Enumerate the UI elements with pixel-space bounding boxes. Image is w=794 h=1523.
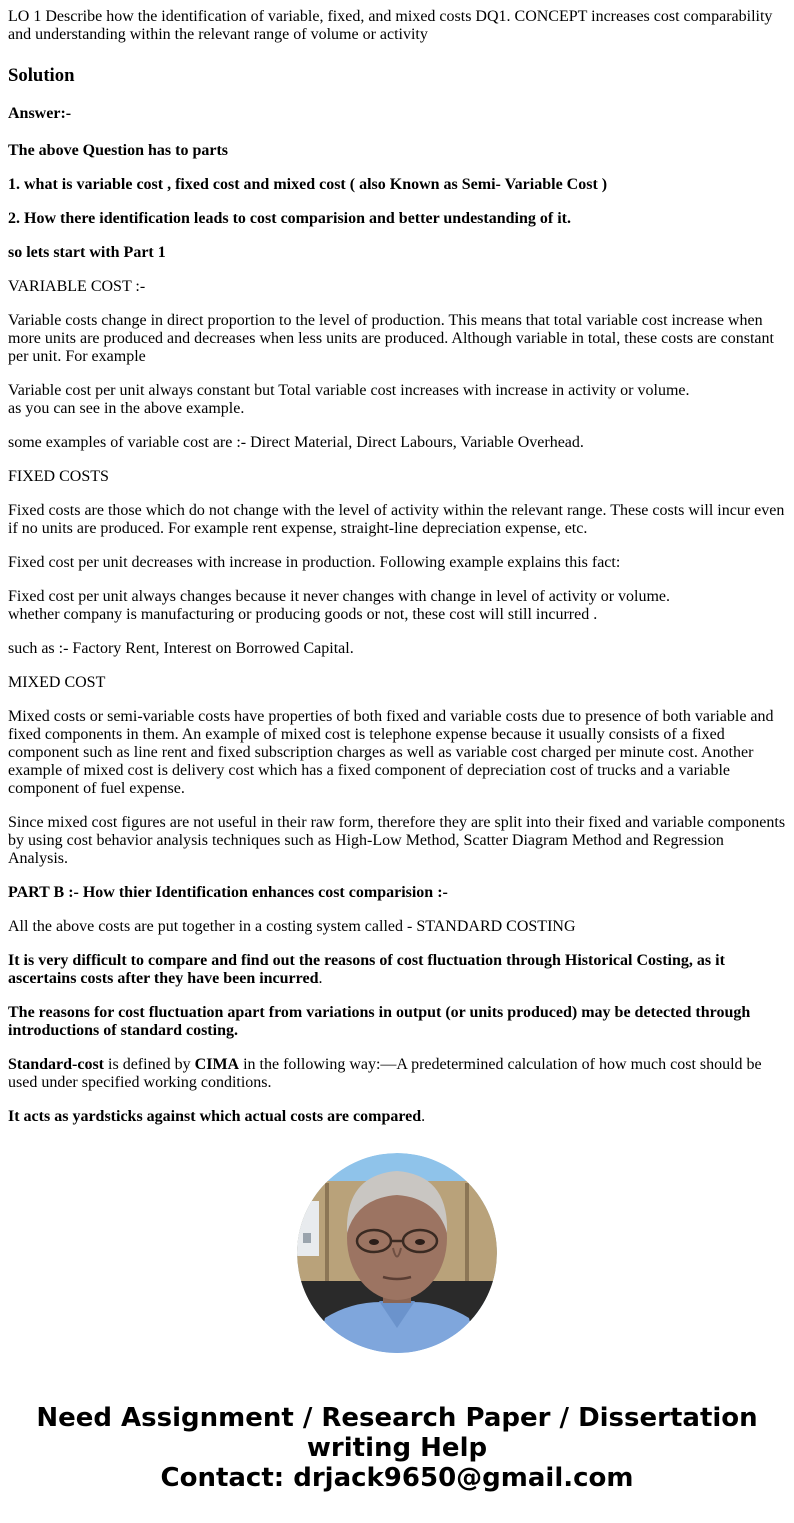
cost-fluctuation-text: The reasons for cost fluctuation apart from variations in output (or units produced) may be detected through introductions of standard costing. <box>8 1004 751 1039</box>
mixed-cost-heading: MIXED COST <box>8 674 106 691</box>
part-b-heading: PART B :- How thier Identification enhances cost comparision :- <box>8 884 448 901</box>
avatar <box>297 1153 497 1353</box>
variable-cost-examples: some examples of variable cost are :- Direct Material, Direct Labours, Variable Overhead. <box>8 434 584 451</box>
fixed-cost-note: Fixed cost per unit always changes because it never changes with change in level of activity or volume. whether company is manufacturing or producing goods or not, these cost will still incurred . <box>8 588 671 623</box>
fixed-cost-per-unit: Fixed cost per unit decreases with increase in production. Following example explains this fact: <box>8 554 621 571</box>
question-text: LO 1 Describe how the identification of variable, fixed, and mixed costs DQ1. CONCEPT increases cost comparability and understanding within the relevant range of volume or activity <box>8 8 773 43</box>
promo-banner <box>0 1403 794 1493</box>
promo-line-1: Need Assignment / Research Paper / Dissertation <box>36 1403 758 1433</box>
promo-contact: Contact: drjack9650@gmail.com <box>160 1463 634 1493</box>
parts-note: The above Question has to parts <box>8 142 229 159</box>
start-text: so lets start with Part 1 <box>8 244 166 261</box>
fixed-cost-examples: such as :- Factory Rent, Interest on Borrowed Capital. <box>8 640 354 657</box>
variable-cost-heading: VARIABLE COST :- <box>8 278 146 295</box>
part-1-text: 1. what is variable cost , fixed cost and mixed cost ( also Known as Semi- Variable Cost ) <box>8 176 608 193</box>
fixed-cost-definition: Fixed costs are those which do not change with the level of activity within the relevant range. These costs will incur even if no units are produced. For example rent expense, straight-line depreciation expense, etc. <box>8 502 785 537</box>
variable-cost-definition: Variable costs change in direct proportion to the level of production. This means that total variable cost increase when more units are produced and decreases when less units are produced. Although variable in total, these costs are constant per unit. For example <box>8 312 774 365</box>
standard-costing-text: All the above costs are put together in a costing system called - STANDARD COSTING <box>8 918 576 935</box>
standard-cost-definition: Standard-cost is defined by CIMA in the following way:—A predetermined calculation of how much cost should be used under specified working conditions. <box>8 1056 762 1091</box>
mixed-cost-definition: Mixed costs or semi-variable costs have properties of both fixed and variable costs due to presence of both variable and fixed components in them. An example of mixed cost is telephone expense because it usually consists of a fixed component such as line rent and fixed subscription charges as well as variable cost charged per minute cost. Another example of mixed cost is delivery cost which has a fixed component of depreciation cost of trucks and a variable component of fuel expense. <box>8 708 774 797</box>
yardstick-text: It acts as yardsticks against which actual costs are compared. <box>8 1108 426 1125</box>
answer-label: Answer:- <box>8 105 72 122</box>
promo-line-2: writing Help <box>306 1433 488 1463</box>
part-2-text: 2. How there identification leads to cost comparision and better undestanding of it. <box>8 210 571 227</box>
historical-costing-text: It is very difficult to compare and find out the reasons of cost fluctuation through Historical Costing, as it ascertains costs after they have been incurred. <box>8 952 725 987</box>
solution-heading: Solution <box>8 65 75 86</box>
mixed-cost-analysis: Since mixed cost figures are not useful in their raw form, therefore they are split into their fixed and variable components by using cost behavior analysis techniques such as High-Low Method, Scatter Diagram Method and Regression Analysis. <box>8 814 786 867</box>
person-portrait-icon <box>297 1153 497 1353</box>
variable-cost-note: Variable cost per unit always constant but Total variable cost increases with increase in activity or volume. as you can see in the above example. <box>8 382 690 417</box>
fixed-cost-heading: FIXED COSTS <box>8 468 109 485</box>
